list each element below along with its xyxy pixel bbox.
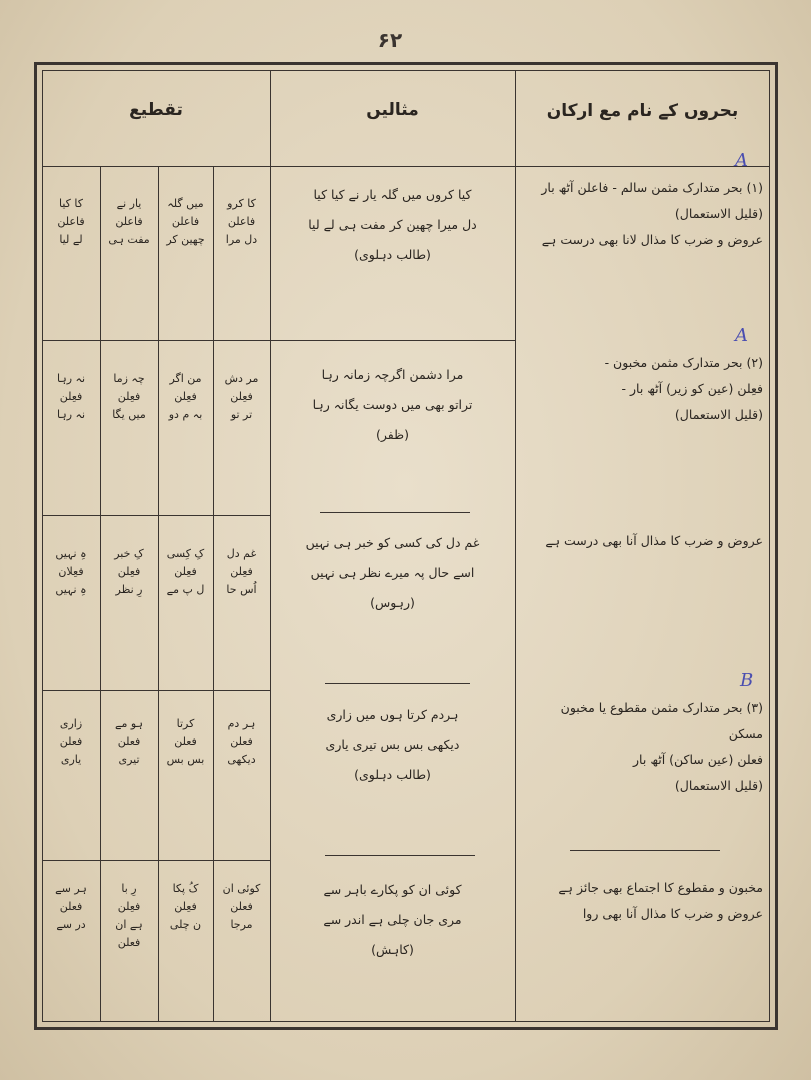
scansion-segment: رِ با (121, 882, 137, 895)
scansion-segment: کِ کِسی (166, 547, 205, 560)
scansion-segment: ہِ نہیں (55, 547, 87, 560)
rule-line: (قلیل الاستعمال) (674, 206, 763, 221)
scansion-foot: فعِلن (117, 900, 141, 913)
scansion-segment: ہو مے (115, 717, 143, 730)
scansion-segment: مرجا (230, 918, 253, 931)
scansion-foot: فعلن (117, 936, 141, 949)
rule-line: (۳) بحر متدارک مثمن مقطوع یا مخبون مسکن (560, 700, 763, 741)
scansion-foot: فعلن (59, 735, 83, 748)
meter-rule-4 (525, 695, 763, 799)
margin-mark: A (735, 325, 748, 346)
example-poet: (طالب دہلوی) (354, 247, 431, 262)
example-5 (275, 875, 510, 965)
scansion-foot: فعِلان (58, 565, 84, 578)
scansion-foot: فعِلن (174, 900, 197, 913)
scansion-segment: کُ پکا (172, 882, 199, 895)
scansion-segment: کا کیا (59, 197, 83, 210)
scansion-cell (100, 195, 158, 249)
header-meters: بحروں کے نام مع ارکان (546, 101, 739, 121)
example-poet: (طالب دہلوی) (354, 767, 431, 782)
example-separator-line (320, 512, 470, 513)
scansion-segment: ن چلی (169, 918, 202, 931)
scansion-segment: میں یگا (112, 408, 146, 421)
scansion-cell (100, 715, 158, 769)
scansion-segment: بہ م دو (168, 408, 203, 421)
scansion-segment: نہ رہا (56, 408, 86, 421)
rule-line: فعلن (عین ساکن) آٹھ بار (633, 752, 763, 767)
scansion-segment: ل پ مے (166, 583, 205, 596)
example-line: مرا دشمن اگرچہ زمانہ رہا (321, 367, 464, 382)
scansion-segment: یار نے (116, 197, 142, 210)
margin-mark: A (735, 150, 748, 171)
scansion-segment: کوئی ان (222, 882, 261, 895)
scansion-foot: فعِلن (174, 565, 197, 578)
rule-line: عروض و ضرب کا مذال لانا بھی درست ہے (541, 232, 763, 247)
example-line: کیا کروں میں گلہ یار نے کیا کیا (313, 187, 472, 202)
scansion-cell (213, 195, 270, 249)
page-number: ۶۲ (377, 28, 403, 52)
example-4 (275, 700, 510, 790)
example-line: غم دل کی کسی کو خبر ہی نہیں (305, 535, 480, 550)
scansion-segment: زاری (59, 717, 83, 730)
scansion-segment: ہے ان (115, 918, 143, 931)
scansion-foot: فعِلن (230, 390, 253, 403)
scansion-cell (158, 370, 213, 424)
rule-line: (قلیل الاستعمال) (674, 407, 763, 422)
example-1 (275, 180, 510, 270)
header-scansion: تقطیع (129, 100, 183, 120)
scansion-cell (213, 370, 270, 424)
rule-line: (۱) بحر متدارک مثمن سالم - فاعلن آٹھ بار (541, 180, 763, 195)
scansion-cell (100, 880, 158, 952)
scansion-segment: میں گلہ (167, 197, 204, 210)
scansion-foot: فعلن (230, 735, 253, 748)
meter-rule-2 (525, 350, 763, 428)
scansion-segment: چھین کر (166, 233, 205, 246)
example-separator-line (325, 683, 470, 684)
scansion-segment: غم دل (226, 547, 257, 560)
scansion-foot: فعِلن (230, 565, 253, 578)
header-examples: مثالیں (366, 100, 419, 120)
scansion-foot: فعلن (59, 900, 83, 913)
scansion-foot: فاعلن (57, 215, 85, 228)
column-divider-examples-meters (515, 70, 516, 1022)
meter-rule-5 (525, 875, 763, 927)
scansion-cell (158, 545, 213, 599)
example-poet: (کاہش) (371, 942, 414, 957)
example-poet: (رہوس) (370, 595, 415, 610)
scansion-cell (213, 715, 270, 769)
scansion-segment: کرتا (176, 717, 195, 730)
scansion-foot: فعِلن (174, 390, 197, 403)
rule-line: مخبون و مقطوع کا اجتماع بھی جائز ہے (558, 880, 763, 895)
row-divider (42, 690, 270, 691)
scansion-segment: اُس حا (226, 583, 257, 596)
scansion-segment: تر تو (230, 408, 253, 421)
example-2 (275, 360, 510, 450)
scansion-foot: فاعلن (115, 215, 143, 228)
scansion-cell (213, 880, 270, 934)
rule-line: فعِلن (عین کو زیر) آٹھ بار - (621, 381, 763, 396)
scansion-cell (42, 715, 100, 769)
scansion-segment: تیری (118, 753, 140, 766)
scansion-foot: فعِلن (117, 565, 141, 578)
scansion-foot: فعلن (174, 735, 197, 748)
scansion-segment: دل مرا (225, 233, 258, 246)
scansion-segment: یاری (60, 753, 82, 766)
example-line: ہردم کرتا ہوں میں زاری (326, 707, 459, 722)
example-line: دیکھی بس بس تیری یاری (325, 737, 460, 752)
margin-mark: B (740, 670, 754, 691)
scansion-segment: ہِ نہیں (55, 583, 87, 596)
scansion-cell (158, 880, 213, 934)
scansion-cell (42, 195, 100, 249)
scansion-segment: لے لیا (59, 233, 83, 246)
scansion-segment: مر دش (224, 372, 259, 385)
scansion-cell (100, 370, 158, 424)
scansion-segment: کا کرو (227, 197, 256, 210)
scansion-cell (158, 195, 213, 249)
example-line: مری جان چلی ہے اندر سے (323, 912, 462, 927)
scansion-foot: فعِلن (59, 390, 83, 403)
rule-line: عروض و ضرب کا مذال آنا بھی روا (582, 906, 763, 921)
scansion-segment: دیکھی (227, 753, 256, 766)
example-line: اسے حال پہ میرے نظر ہی نہیں (310, 565, 475, 580)
scansion-segment: ہر دم (227, 717, 256, 730)
scansion-foot: فعلن (230, 900, 253, 913)
example-line: دل میرا چھین کر مفت ہی لے لیا (308, 217, 477, 232)
scansion-segment: رِ نظر (115, 583, 143, 596)
scansion-cell (158, 715, 213, 769)
row-divider (42, 340, 515, 341)
example-line: تراتو بھی میں دوست یگانہ رہا (312, 397, 473, 412)
meter-rule-1 (525, 175, 763, 253)
scansion-cell (42, 880, 100, 934)
scansion-cell (42, 545, 100, 599)
scansion-segment: بس بس (166, 753, 205, 766)
scansion-segment: مفت ہی (108, 233, 150, 246)
scansion-segment: در سے (56, 918, 86, 931)
scansion-cell (213, 545, 270, 599)
scansion-foot: فاعلن (227, 215, 256, 228)
scansion-cell (100, 545, 158, 599)
example-poet: (ظفر) (376, 427, 409, 442)
example-separator-line (325, 855, 475, 856)
scansion-cell (42, 370, 100, 424)
column-divider-scansion-examples (270, 70, 271, 1022)
scansion-foot: فعِلن (117, 390, 141, 403)
header-row-divider (42, 166, 770, 167)
scansion-segment: چہ زما (113, 372, 145, 385)
scansion-segment: من اگر (169, 372, 202, 385)
rule-separator-line (570, 850, 720, 851)
row-divider (42, 860, 270, 861)
rule-line: (۲) بحر متدارک مثمن مخبون - (604, 355, 763, 370)
example-line: کوئی ان کو پکارے باہر سے (323, 882, 462, 897)
example-3 (275, 528, 510, 618)
scansion-segment: ہر سے (55, 882, 87, 895)
scansion-segment: نہ رہا (56, 372, 86, 385)
scansion-foot: فعلن (117, 735, 141, 748)
rule-line: (قلیل الاستعمال) (674, 778, 763, 793)
scansion-segment: کِ خبر (114, 547, 144, 560)
meter-rule-3 (525, 528, 763, 554)
scansion-foot: فاعلن (171, 215, 200, 228)
row-divider (42, 515, 270, 516)
rule-line: عروض و ضرب کا مذال آنا بھی درست ہے (545, 533, 763, 548)
